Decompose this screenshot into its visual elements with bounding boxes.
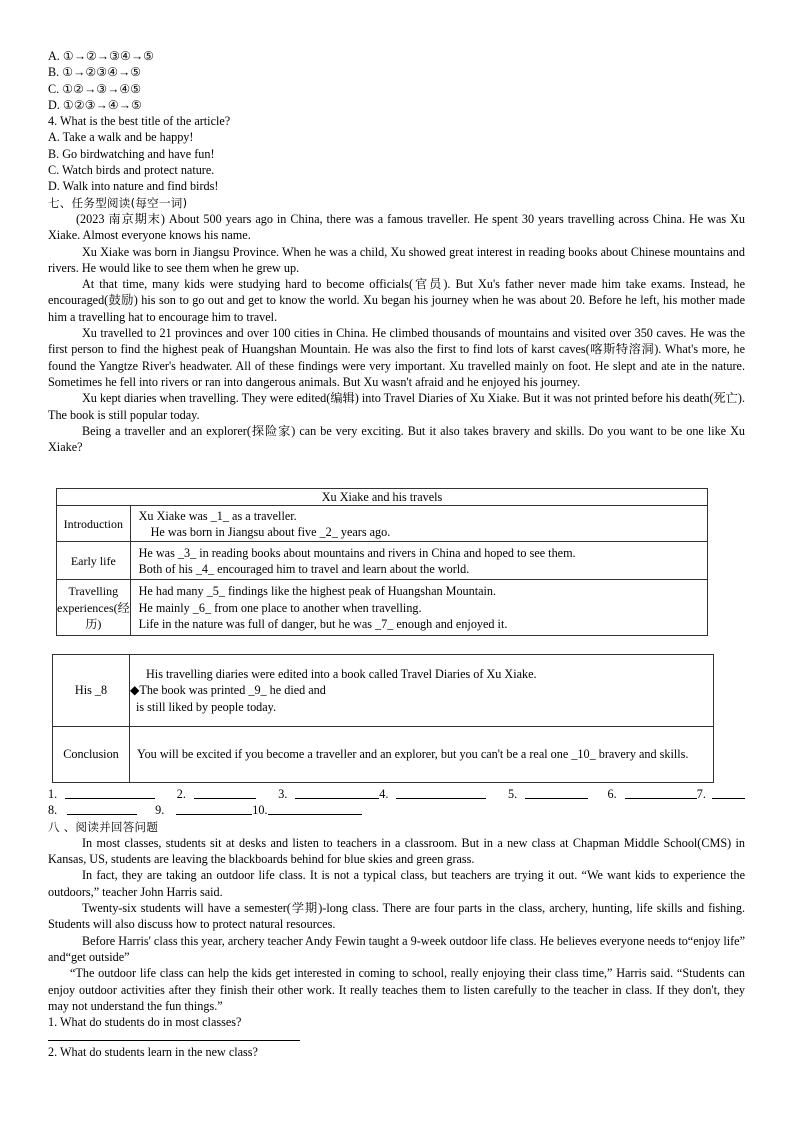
row-label-travelling: Travelling experiences(经历) [57,580,131,636]
q4-option-d: D. Walk into nature and find birds! [48,179,219,194]
blank-num-9: 9. [155,803,165,818]
his-line-3: is still liked by people today. [136,699,277,714]
q4-option-c: C. Watch birds and protect nature. [48,163,215,178]
answer-blank-7[interactable] [712,786,745,799]
answer-blank-4[interactable] [396,786,486,799]
row-content-travelling [130,580,707,636]
blank-row-1 [48,786,745,802]
blank-num-2: 2. [176,787,186,801]
s7-paragraph-5: Xu kept diaries when travelling. They were edited(编辑) into Travel Diaries of Xu Xiake. But it was not printed before his death(死亡). The book is still popular today. [48,391,745,422]
travel-line-2: He mainly _6_ from one place to another when travelling. [138,600,422,615]
early-line-1: He was _3_ in reading books about mountains and rivers in China and hoped to see them. [138,545,576,560]
blank-num-7: 7. [696,787,706,801]
row-label-introduction: Introduction [57,506,131,542]
travels-table [56,488,708,636]
blank-num-3: 3. [278,787,288,801]
q4-option-b: B. Go birdwatching and have fun! [48,146,215,161]
section7-title: 七、任务型阅读(每空一词) [48,195,188,210]
blank-num-1: 1. [48,787,58,801]
blank-row-2 [48,802,745,818]
worksheet-page [48,48,745,1060]
q4-question: 4. What is the best title of the article? [48,114,231,129]
s8-paragraph-4: Before Harris' class this year, archery teacher Andy Fewin taught a 9-week outdoor life class. He believes everyone needs to“enjoy life” and“get outside” [48,933,745,964]
q3-option-d: D. ①②③→④→⑤ [48,97,142,112]
row-content-his [130,655,714,727]
answer-blank-10[interactable] [268,802,362,815]
diaries-table [52,654,714,783]
answer-blank-1[interactable] [65,786,155,799]
blank-num-6: 6. [607,787,617,801]
q3-options [48,48,745,113]
row-content-early-life [130,542,707,580]
q3-option-b: B. ①→②③④→⑤ [48,65,142,80]
s7-paragraph-4: Xu travelled to 21 provinces and over 100 cities in China. He climbed thousands of mountains and visited over 350 caves. He was the first person to find the highest peak of Huangshan Mountain. He was also the first to find lots of karst caves(喀斯特溶洞). What's more, he found the Yangtze River's headwater. All of these findings were very important. Xu travelled mainly on foot. He slept and ate in the nature. Sometimes he fell into rivers or ran into dangerous animals. But Xu wasn't afraid and he enjoyed his journey. [48,326,745,389]
blank-num-5: 5. [508,787,518,801]
blank-num-8: 8. [48,803,58,818]
q3-option-a: A. ①→②→③④→⑤ [48,49,155,63]
s8-paragraph-2: In fact, they are taking an outdoor life class. It is not a typical class, but teachers are trying it out. “We want kids to experience the outdoors,” teacher John Harris said. [48,868,745,899]
q3-option-c: C. ①②→③→④⑤ [48,81,142,96]
s8-paragraph-1: In most classes, students sit at desks and listen to teachers in a classroom. But in a new class at Chapman Middle School(CMS) in Kansas, US, students are leaving the blackboards behind for blue skies and green grass. [48,835,745,867]
travel-line-1: He had many _5_ findings like the highest peak of Huangshan Mountain. [138,584,497,599]
answer-blank-8[interactable] [67,802,137,815]
q4-option-a: A. Take a walk and be happy! [48,130,194,145]
s8-paragraph-5: “The outdoor life class can help the kids get interested in coming to school, really enjoying their class time,” Harris said. “Students can enjoy outdoor activities after they finish their other work. It really teaches them to listen carefully to the teacher in class. If they don't, they may not understand the fun things.” [48,966,745,1013]
intro-line-2: He was born in Jiangsu about five _2_ years ago. [150,524,391,539]
section8-title: 八 、阅读并回答问题 [48,819,159,834]
s8-question-1: 1. What do students do in most classes? [48,1015,242,1030]
s7-paragraph-6: Being a traveller and an explorer(探险家) can be very exciting. But it also takes bravery and skills. Do you want to be one like Xu Xiake? [48,423,745,455]
s8-answer-line-1[interactable] [48,1039,300,1041]
early-line-2: Both of his _4_ encouraged him to travel and learn about the world. [138,561,470,576]
blank-num-10: 10. [252,803,268,818]
s7-paragraph-2: Xu Xiake was born in Jiangsu Province. When he was a child, Xu showed great interest in reading books about Chinese mountains and rivers. He would like to see them when he grew up. [48,244,745,275]
s7-paragraph-1: (2023 南京期末) About 500 years ago in China, there was a famous traveller. He spent 30 years travelling across China. He was Xu Xiake. Almost everyone knows his name. [48,211,745,243]
answer-blank-3[interactable] [295,786,379,799]
row-label-conclusion: Conclusion [53,727,130,783]
s7-paragraph-3: At that time, many kids were studying hard to become officials(官员). But Xu's father never made him take exams. Instead, he encouraged(鼓励) his son to go out and get to know the world. Xu began his journey when he was about 20. Before he left, his mother made him a travelling hat to encourage him to travel. [48,277,745,324]
intro-line-1: Xu Xiake was _1_ as a traveller. [138,508,297,523]
blank-num-4: 4. [379,787,389,801]
answer-blank-6[interactable] [625,786,697,799]
q4 [48,113,745,194]
row-label-early-life: Early life [57,542,131,580]
row-content-introduction [130,506,707,542]
travels-table-header: Xu Xiake and his travels [57,489,708,506]
s8-question-2: 2. What do students learn in the new class? [48,1045,258,1060]
s8-paragraph-3: Twenty-six students will have a semester(学期)-long class. There are four parts in the class, archery, hunting, life skills and fishing. Students will also discuss how to protect natural resources. [48,901,745,932]
answer-blank-5[interactable] [525,786,587,799]
answer-blank-2[interactable] [194,786,256,799]
his-line-2: ◆The book was printed _9_ he died and [130,683,326,698]
travel-line-3: Life in the nature was full of danger, but he was _7_ enough and enjoyed it. [138,616,508,631]
row-content-conclusion: You will be excited if you become a traveller and an explorer, but you can't be a real one _10_ bravery and skills. [130,727,714,783]
answer-blank-9[interactable] [176,802,252,815]
his-line-1: His travelling diaries were edited into a book called Travel Diaries of Xu Xiake. [146,667,537,682]
row-label-his: His _8 [53,655,130,727]
answer-blanks [48,786,745,1061]
